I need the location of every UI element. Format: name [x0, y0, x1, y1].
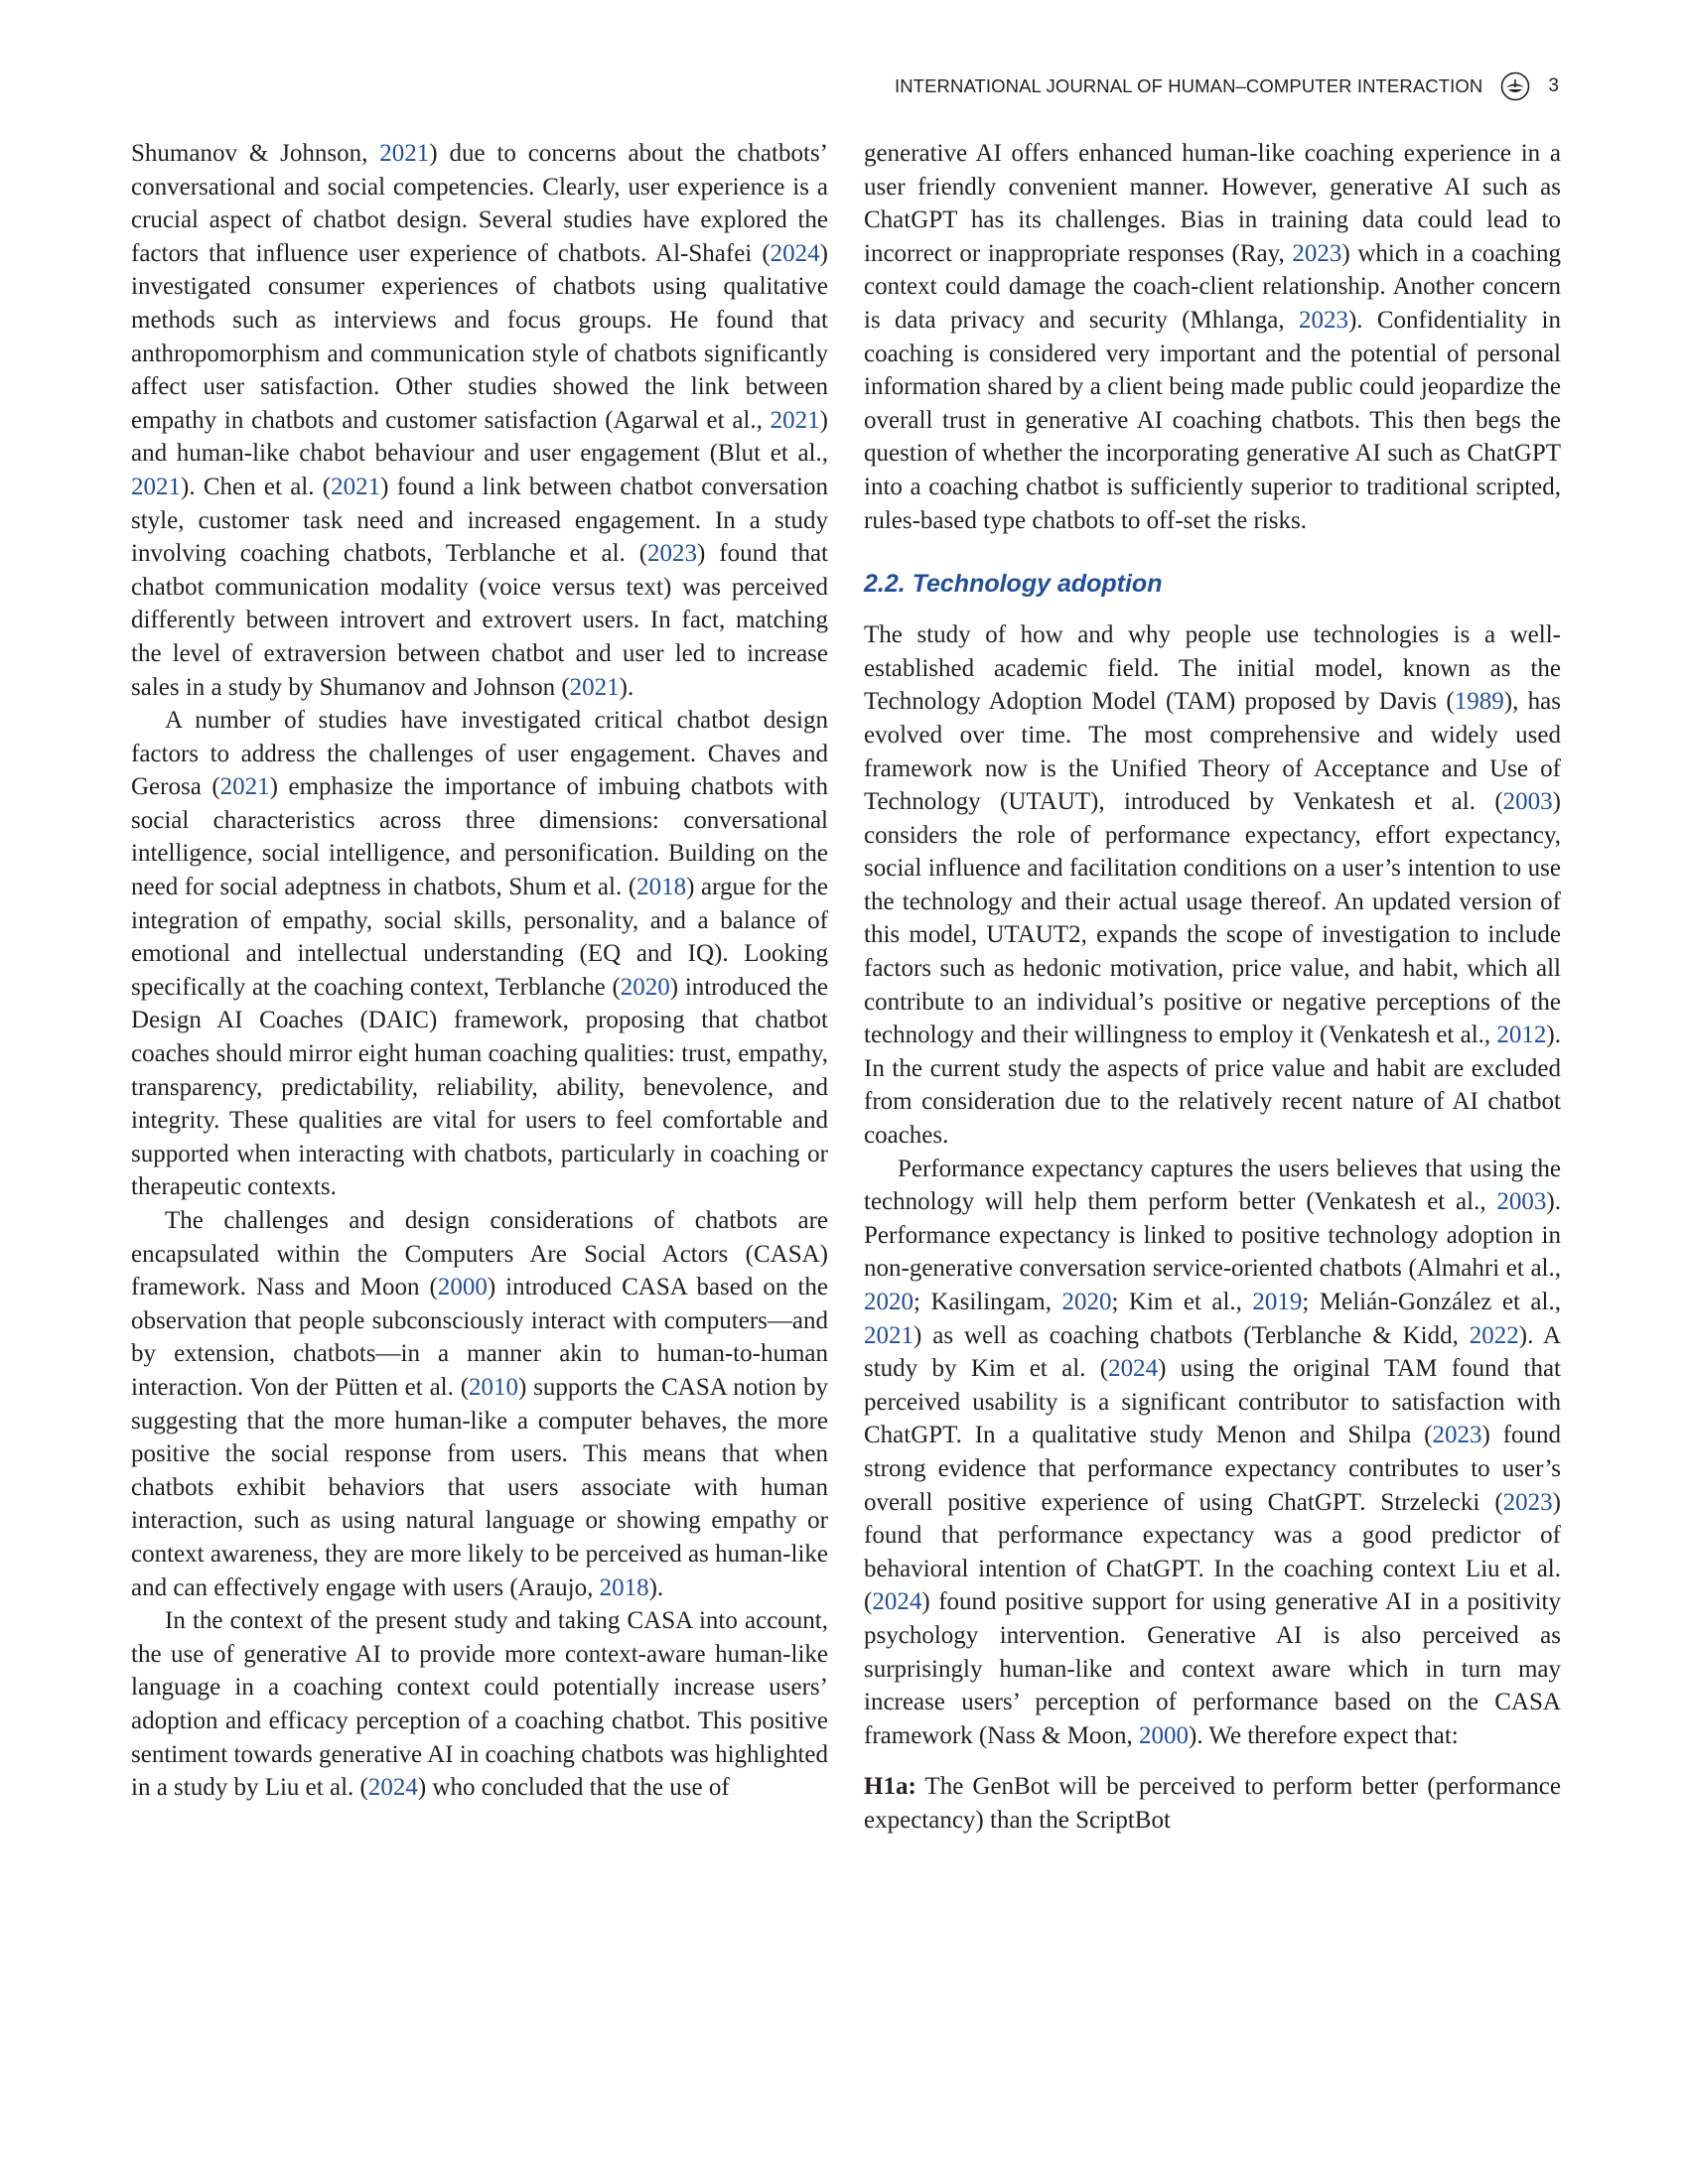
citation-link[interactable]: 2021 [379, 140, 430, 167]
citation-link[interactable]: 2000 [437, 1274, 488, 1301]
citation-link[interactable]: 2000 [1139, 1721, 1190, 1749]
citation-link[interactable]: 2020 [620, 973, 670, 1001]
citation-link[interactable]: 2021 [219, 773, 270, 801]
paragraph: The study of how and why people use technologies is a well-established academic field. The initial model, known as the Technology Adoption Model (TAM) proposed by Davis (1989), has evolved over time. The most comprehensive and widely used framework now is the Unified Theory of Acceptance and Use of Technology (UTAUT), introduced by Venkatesh et al. (2003) considers the role of performance expectancy, effort expectancy, social influence and facilitation conditions on a user’s intention to use the technology and their actual usage thereof. An updated version of this model, UTAUT2, expands the scope of investigation to include factors such as hedonic motivation, price value, and habit, which all contribute to an individual’s positive or negative perceptions of the technology and their willingness to employ it (Venkatesh et al., 2012). In the current study the aspects of price value and habit are excluded from consideration due to the relatively recent nature of AI chatbot coaches. [864, 621, 1561, 1150]
paragraph: Shumanov & Johnson, 2021) due to concerns about the chatbots’ conversational and social competencies. Clearly, user experience is a crucial aspect of chatbot design. Several studies have explored the factors that influence user experience of chatbots. Al-Shafei (2024) investigated consumer experiences of chatbots using qualitative methods such as interviews and focus groups. He found that anthropomorphism and communication style of chatbots significantly affect user satisfaction. Other studies showed the link between empathy in chatbots and customer satisfaction (Agarwal et al., 2021) and human-like chabot behaviour and user engagement (Blut et al., 2021). Chen et al. (2021) found a link between chatbot conversation style, customer task need and increased engagement. In a study involving coaching chatbots, Terblanche et al. (2023) found that chatbot communication modality (voice versus text) was perceived differently between introvert and extrovert users. In fact, matching the level of extraversion between chatbot and user led to increase sales in a study by Shumanov and Johnson (2021). [131, 140, 829, 701]
citation-link[interactable]: 2021 [569, 673, 620, 701]
citation-link[interactable]: 2024 [1108, 1355, 1159, 1383]
citation-link[interactable]: 2023 [1298, 306, 1348, 334]
citation-link[interactable]: 2018 [599, 1573, 649, 1601]
paragraph: generative AI offers enhanced human-like coaching experience in a user friendly convenient manner. However, generative AI such as ChatGPT has its challenges. Bias in training data could lead to incorrect or inappropriate responses (Ray, 2023) which in a coaching context could damage the coach-client relationship. Another concern is data privacy and security (Mhlanga, 2023). Confidentiality in coaching is considered very important and the potential of personal information shared by a client being made public could jeopardize the overall trust in generative AI coaching chatbots. This then begs the question of whether the incorporating generative AI such as ChatGPT into a coaching chatbot is sufficiently superior to traditional scripted, rules-based type chatbots to off-set the risks. [864, 140, 1562, 534]
citation-link[interactable]: 2010 [469, 1373, 519, 1401]
paragraph: Performance expectancy captures the users believes that using the technology will help them perform better (Venkatesh et al., 2003). Performance expectancy is linked to positive technology adoption in non-generative conversation service-oriented chatbots (Almahri et al., 2020; Kasilingam, 2020; Kim et al., 2019; Melián-González et al., 2021) as well as coaching chatbots (Terblanche & Kidd, 2022). A study by Kim et al. (2024) using the original TAM found that perceived usability is a significant contributor to satisfaction with ChatGPT. In a qualitative study Menon and Shilpa (2023) found strong evidence that performance expectancy contributes to user’s overall positive experience of using ChatGPT. Strzelecki (2023) found that performance expectancy was a good predictor of behavioral intention of ChatGPT. In the coaching context Liu et al. (2024) found positive support for using generative AI in a positivity psychology intervention. Generative AI is also perceived as surprisingly human-like and context aware which in turn may increase users’ perception of performance based on the CASA framework (Nass & Moon, 2000). We therefore expect that: [864, 1155, 1562, 1749]
left-column [131, 137, 828, 1805]
journal-title: INTERNATIONAL JOURNAL OF HUMAN–COMPUTER INTERACTION [894, 75, 1483, 96]
citation-link[interactable]: 2018 [636, 874, 687, 901]
taylor-francis-logo-icon [1500, 71, 1530, 101]
citation-link[interactable]: 2022 [1469, 1321, 1519, 1349]
citation-link[interactable]: 2020 [864, 1289, 914, 1315]
citation-link[interactable]: 2021 [331, 473, 381, 500]
hypothesis-label: H1a: [864, 1773, 916, 1801]
citation-link[interactable]: 2023 [1502, 1488, 1553, 1516]
citation-link[interactable]: 2021 [864, 1321, 914, 1349]
citation-link[interactable]: 2020 [1061, 1289, 1112, 1315]
paragraph: A number of studies have investigated critical chatbot design factors to address the challenges of user engagement. Chaves and Gerosa (2021) emphasize the importance of imbuing chatbots with social characteristics across three dimensions: conversational intelligence, social intelligence, and personification. Building on the need for social adeptness in chatbots, Shum et al. (2018) argue for the integration of empathy, social skills, personality, and a balance of emotional and intellectual understanding (EQ and IQ). Looking specifically at the coaching context, Terblanche (2020) introduced the Design AI Coaches (DAIC) framework, proposing that chatbot coaches should mirror eight human coaching qualities: trust, empathy, transparency, predictability, reliability, ability, benevolence, and integrity. These qualities are vital for users to feel comfortable and supported when interacting with chatbots, particularly in coaching or therapeutic contexts. [131, 707, 828, 1201]
citation-link[interactable]: 2023 [1432, 1422, 1482, 1449]
citation-link[interactable]: 2024 [367, 1774, 418, 1802]
citation-link[interactable]: 2024 [770, 239, 820, 267]
citation-link[interactable]: 2023 [1292, 239, 1342, 267]
citation-link[interactable]: 1989 [1454, 688, 1504, 716]
citation-link[interactable]: 2012 [1496, 1022, 1547, 1049]
hypothesis-statement: H1a: The GenBot will be perceived to perform better (performance expectancy) than the ScriptBot [864, 1773, 1561, 1834]
citation-link[interactable]: 2003 [1496, 1188, 1547, 1216]
citation-link[interactable]: 2024 [872, 1588, 922, 1616]
paragraph: The challenges and design considerations of chatbots are encapsulated within the Computers Are Social Actors (CASA) framework. Nass and Moon (2000) introduced CASA based on the observation that people subconsciously interact with computers—and by extension, chatbots—in a manner akin to human-to-human interaction. Von der Pütten et al. (2010) supports the CASA notion by suggesting that the more human-like a computer behaves, the more positive the social response from users. This means that when chatbots exhibit behaviors that users associate with human interaction, such as using natural language or showing empathy or context awareness, they are more likely to be perceived as human-like and can effectively engage with users (Araujo, 2018). [131, 1207, 829, 1601]
citation-link[interactable]: 2019 [1252, 1289, 1303, 1315]
citation-link[interactable]: 2023 [647, 540, 698, 568]
section-heading: 2.2. Technology adoption [864, 570, 1163, 599]
citation-link[interactable]: 2021 [131, 473, 181, 500]
page-number: 3 [1548, 75, 1559, 96]
citation-link[interactable]: 2021 [770, 406, 820, 434]
paragraph: In the context of the present study and taking CASA into account, the use of generative AI to provide more context-aware human-like language in a coaching context could potentially increase users’ adoption and efficacy perception of a coaching chatbot. This positive sentiment towards generative AI in coaching chatbots was highlighted in a study by Liu et al. (2024) who concluded that the use of [131, 1607, 828, 1802]
right-column [864, 137, 1561, 1838]
running-head [895, 71, 1559, 101]
citation-link[interactable]: 2003 [1502, 788, 1553, 816]
